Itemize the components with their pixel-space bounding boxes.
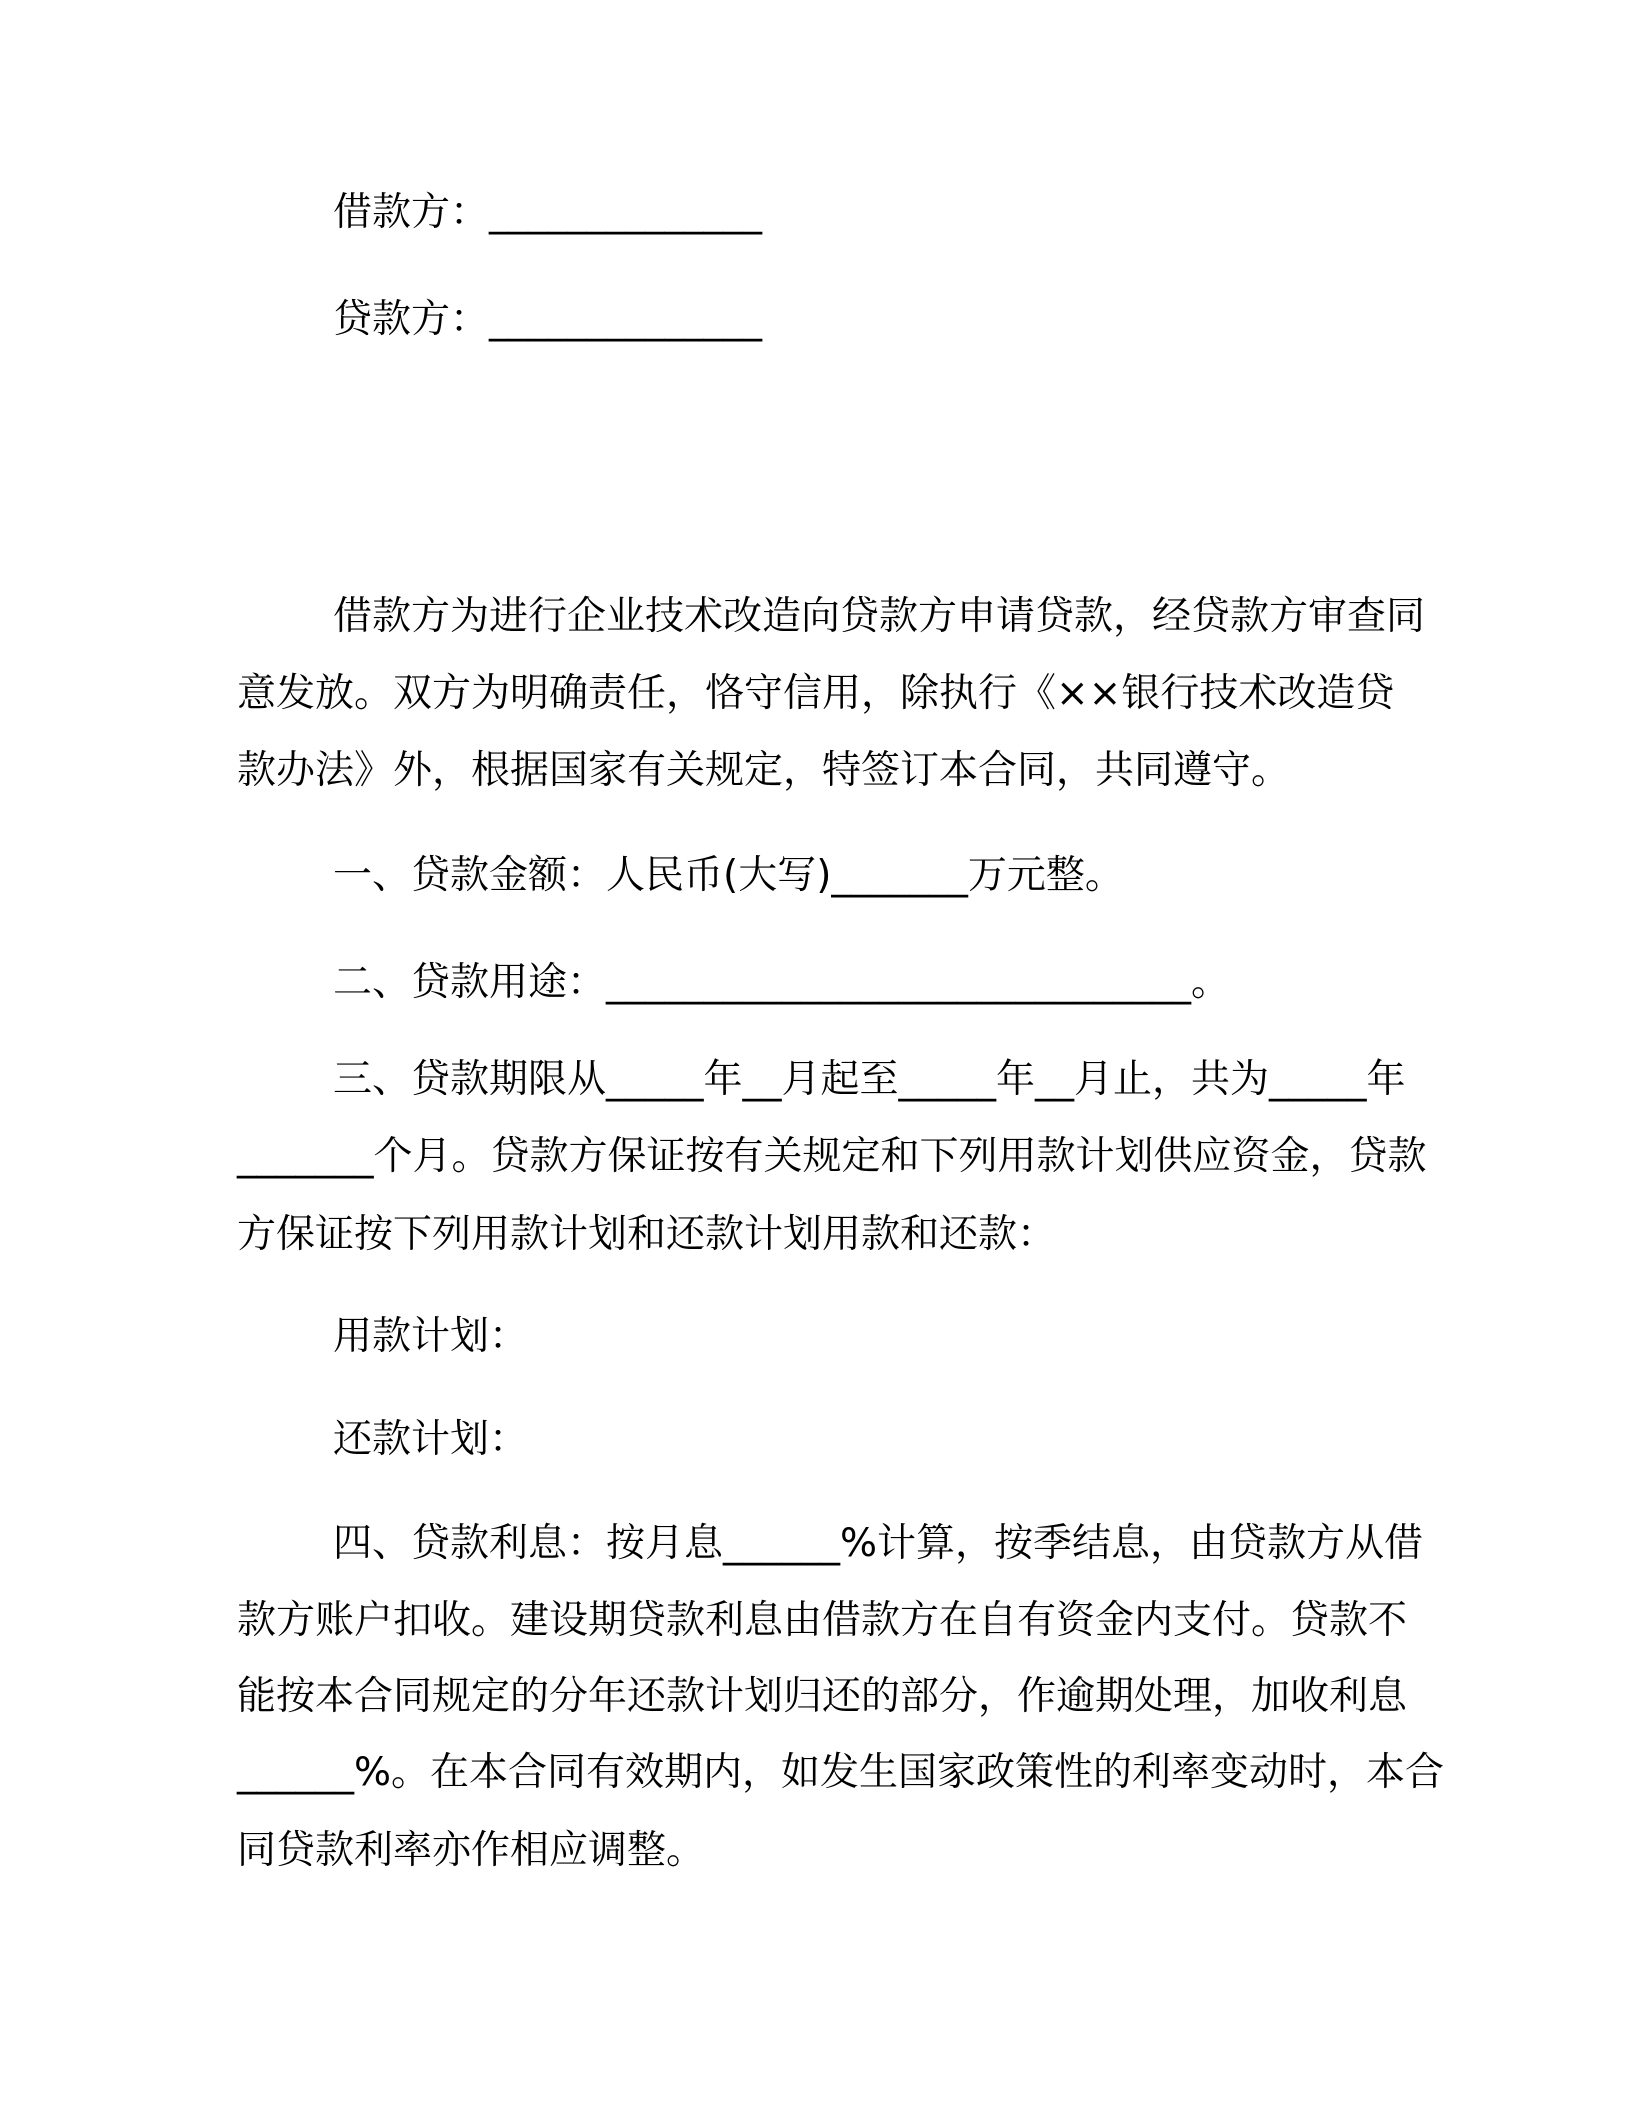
clause-three-line-2: _______个月。贷款方保证按有关规定和下列用款计划供应资金，贷款 [237, 1134, 1427, 1179]
preamble-line-1: 借款方为进行企业技术改造向贷款方申请贷款，经贷款方审查同 [333, 594, 1426, 639]
borrower-blank[interactable]: ______________ [489, 190, 763, 235]
clause-four-line-3: 能按本合同规定的分年还款计划归还的部分，作逾期处理，加收利息 [237, 1674, 1408, 1719]
repayment-plan-label: 还款计划： [333, 1417, 529, 1462]
borrower-label: 借款方： [333, 190, 490, 235]
clause-four-line-5: 同贷款利率亦作相应调整。 [237, 1828, 706, 1873]
clause-three-line-3: 方保证按下列用款计划和还款计划用款和还款： [237, 1212, 1057, 1257]
preamble-line-3: 款办法》外，根据国家有关规定，特签订本合同，共同遵守。 [237, 748, 1291, 793]
clause-four-line-4: ______%。在本合同有效期内，如发生国家政策性的利率变动时，本合 [237, 1750, 1445, 1795]
borrower-line [333, 189, 762, 237]
clause-two-loan-purpose: 二、贷款用途：______________________________。 [333, 960, 1231, 1005]
preamble-line-2: 意发放。双方为明确责任，恪守信用，除执行《××银行技术改造贷 [237, 671, 1395, 716]
usage-plan-label: 用款计划： [333, 1314, 529, 1359]
clause-four-line-1: 四、贷款利息：按月息______%计算，按季结息，由贷款方从借 [333, 1521, 1424, 1566]
lender-line [333, 296, 762, 344]
clause-three-line-1: 三、贷款期限从_____年__月起至_____年__月止，共为_____年 [333, 1057, 1406, 1102]
clause-four-line-2: 款方账户扣收。建设期贷款利息由借款方在自有资金内支付。贷款不 [237, 1598, 1408, 1643]
lender-blank[interactable]: ______________ [489, 297, 763, 342]
clause-one-loan-amount: 一、贷款金额：人民币(大写)_______万元整。 [333, 853, 1124, 898]
lender-label: 贷款方： [333, 297, 490, 342]
